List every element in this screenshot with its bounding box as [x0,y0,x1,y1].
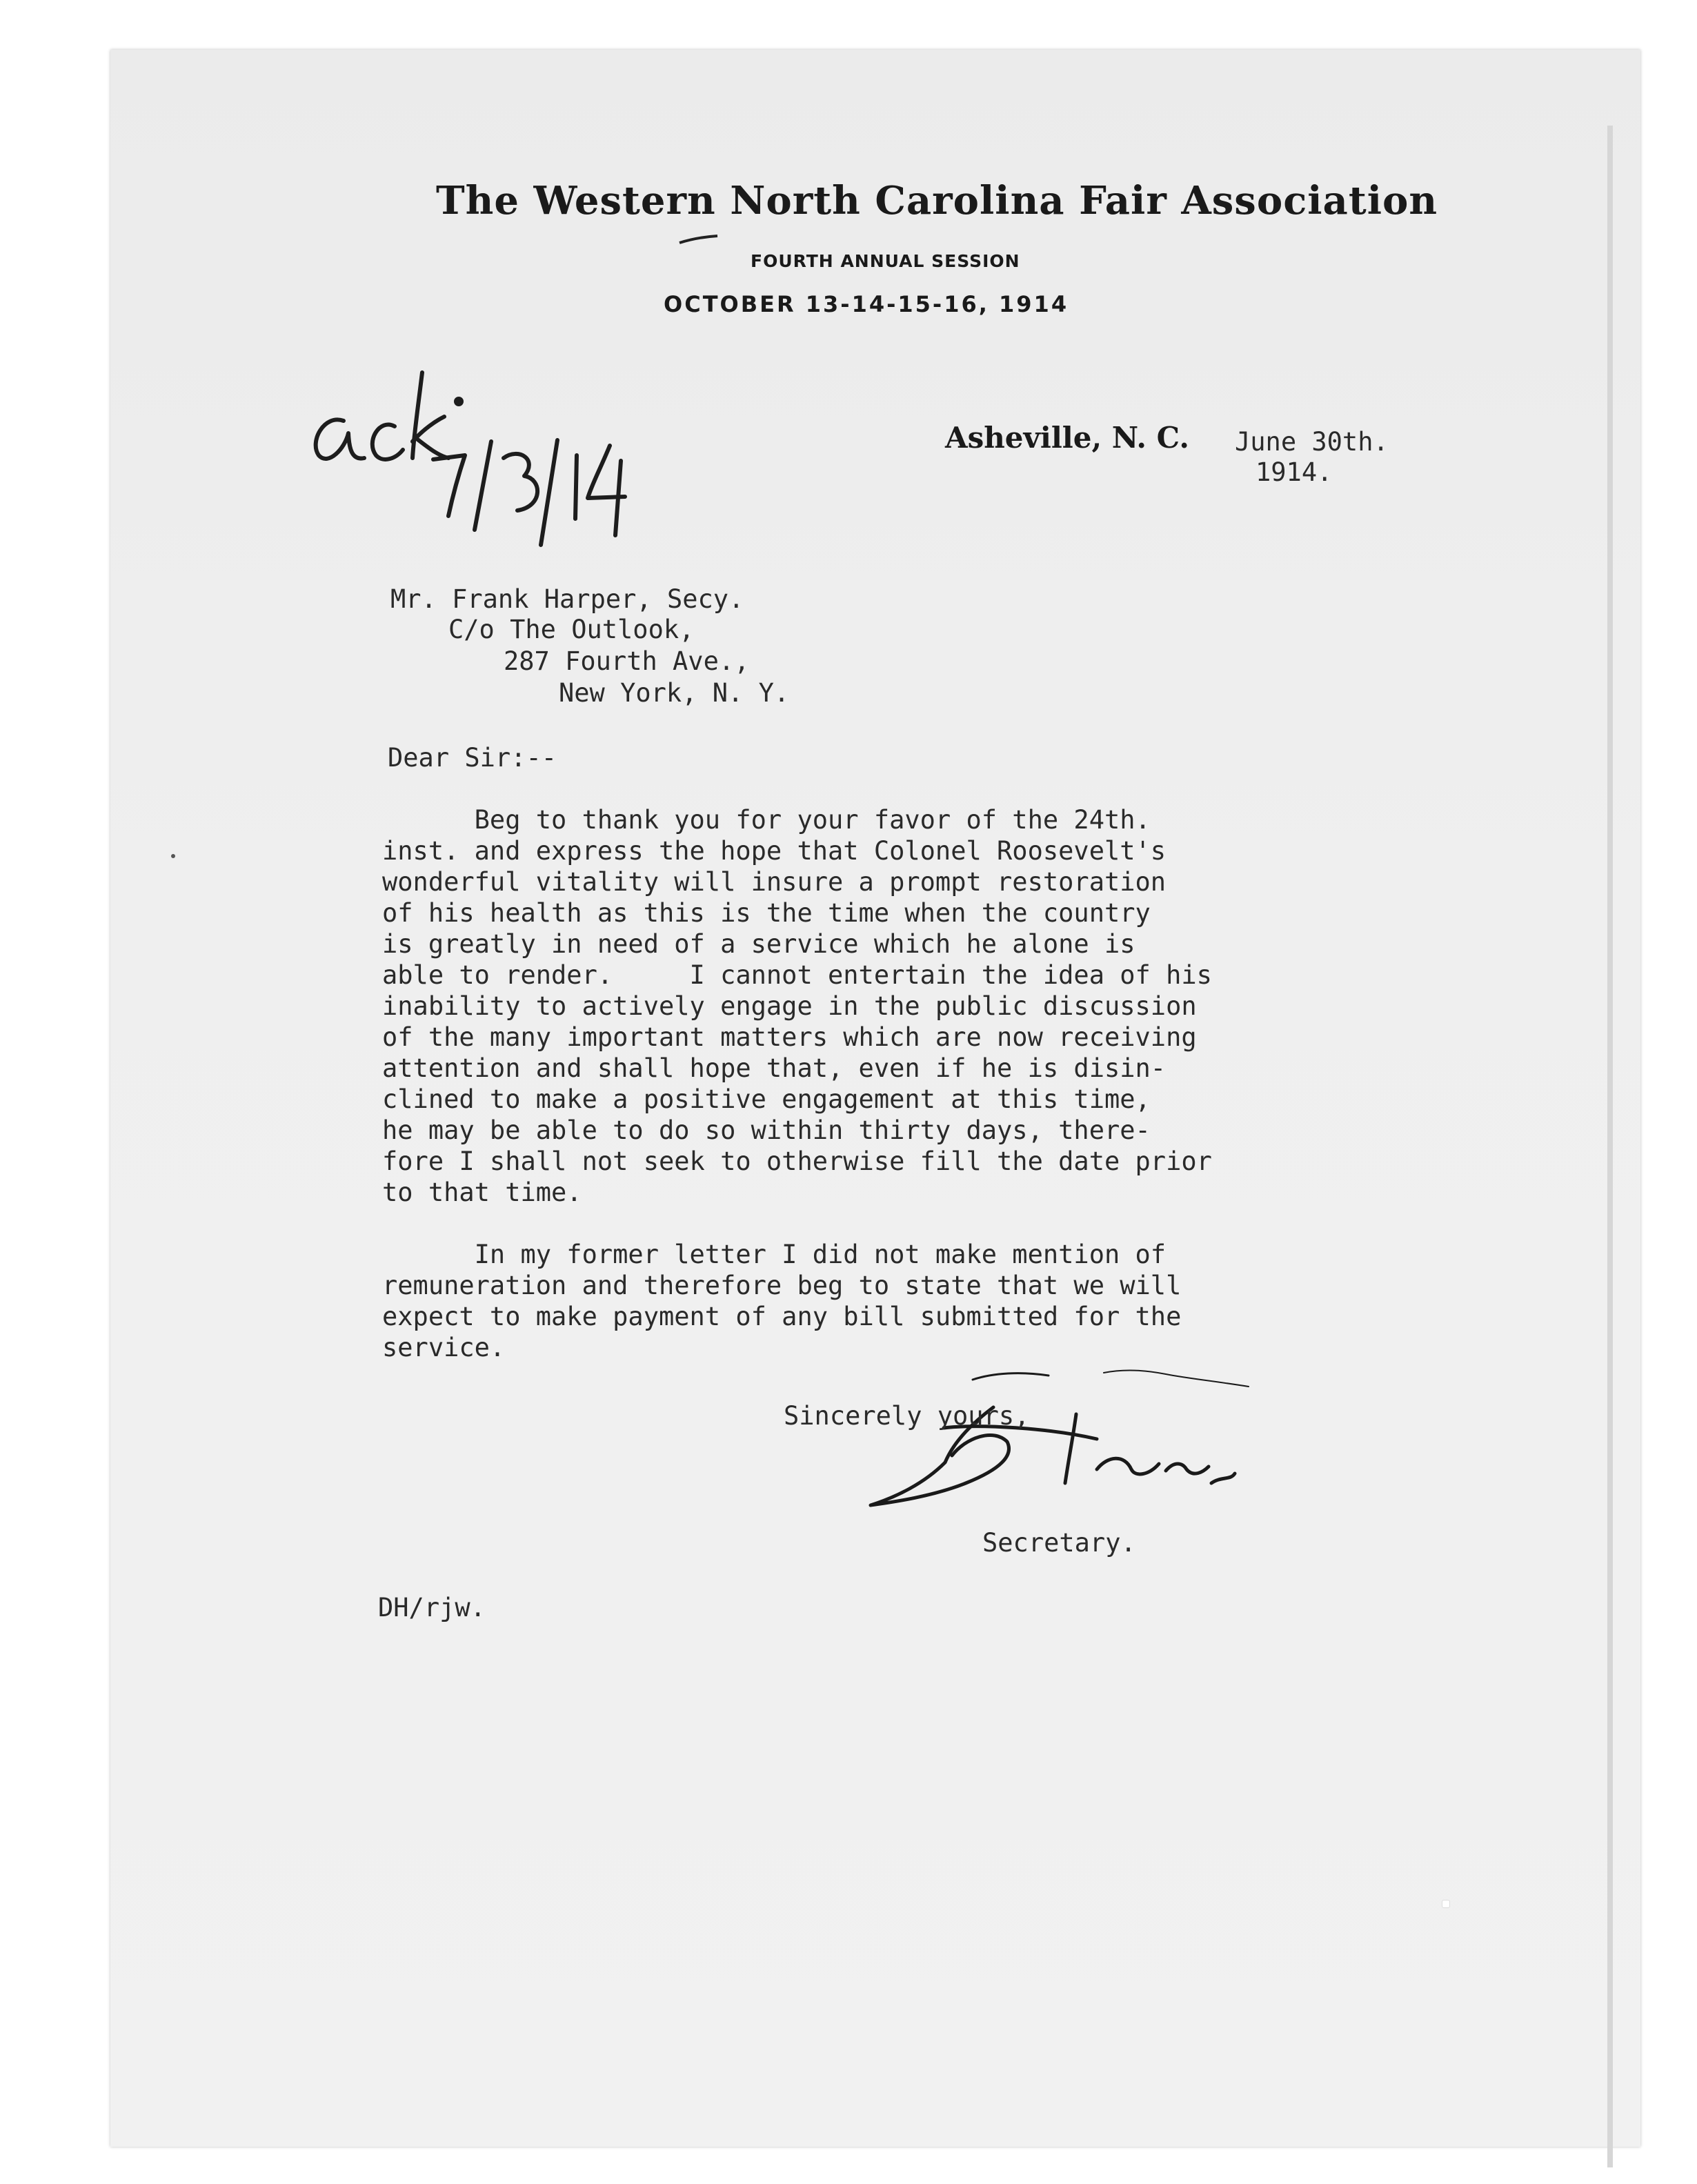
body-line: able to render. I cannot entertain the idea of his [382,960,1212,990]
body-line: is greatly in need of a service which he alone is [382,929,1135,959]
address-line: New York, N. Y. [559,678,790,708]
address-line: C/o The Outlook, [448,615,695,644]
address-line: Mr. Frank Harper, Secy. [390,584,744,614]
body-line: service. [382,1333,506,1362]
dateline-date: June 30th. [1235,427,1389,457]
salutation: Dear Sir:-- [388,743,557,773]
dateline-year: 1914. [1256,457,1333,487]
body-line: In my former letter I did not make mention of [382,1240,1167,1269]
letterhead-dates: OCTOBER 13-14-15-16, 1914 [664,291,1069,317]
dateline-place: Asheville, N. C. [945,421,1189,455]
body-line: of the many important matters which are now receiving [382,1022,1197,1052]
body-line: inst. and express the hope that Colonel Roosevelt's [382,836,1167,866]
body-line: fore I shall not seek to otherwise fill the date prior [382,1146,1212,1176]
letterhead-session: FOURTH ANNUAL SESSION [751,251,1020,271]
address-line: 287 Fourth Ave., [504,646,750,676]
body-line: to that time. [382,1178,582,1207]
body-line: Beg to thank you for your favor of the 24th. [382,805,1151,835]
body-line: wonderful vitality will insure a prompt restoration [382,867,1167,897]
body-line: clined to make a positive engagement at this time, [382,1084,1151,1114]
reference-initials: DH/rjw. [378,1593,486,1622]
paper-speck [171,854,175,858]
body-line: he may be able to do so within thirty days, there- [382,1115,1151,1145]
body-line: expect to make payment of any bill submitted for the [382,1302,1182,1331]
signature-title: Secretary. [982,1528,1136,1558]
body-line: remuneration and therefore beg to state that we will [382,1271,1182,1300]
closing: Sincerely yours, [784,1401,1030,1431]
body-line: of his health as this is the time when the country [382,898,1151,928]
body-line: inability to actively engage in the public discussion [382,991,1197,1021]
letterhead-organization: The Western North Carolina Fair Association [436,178,1438,224]
body-line: attention and shall hope that, even if he is disin- [382,1053,1167,1083]
paper-speck [1442,1900,1450,1908]
page-edge [1607,126,1613,2167]
